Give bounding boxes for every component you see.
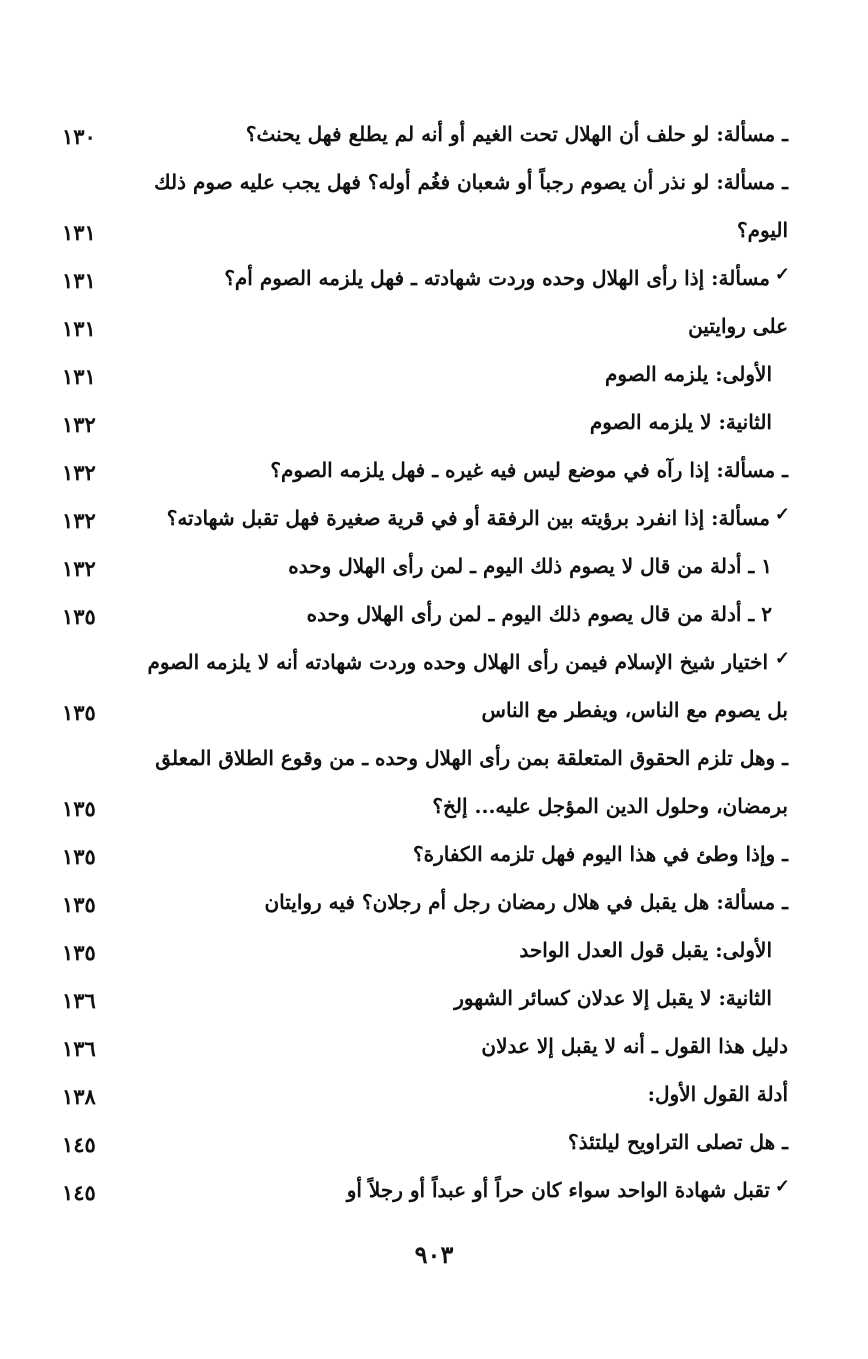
- list-item: [0, 548, 868, 588]
- checkmark-icon: ✓: [774, 1176, 790, 1197]
- entry-text: ـ وهل تلزم الحقوق المتعلقة بمن رأى الهلال وحده ـ من وقوع الطلاق المعلق: [155, 746, 788, 770]
- list-item: [0, 932, 868, 972]
- list-item: [0, 356, 868, 396]
- entry-text: بل يصوم مع الناس، ويفطر مع الناس: [481, 698, 788, 722]
- list-item: [0, 980, 868, 1020]
- page-ref: ١٣٢: [62, 508, 96, 533]
- page-ref: ١٣٥: [62, 604, 96, 629]
- entry-text: ١ ـ أدلة من قال لا يصوم ذلك اليوم ـ لمن رأى الهلال وحده: [288, 554, 772, 578]
- page-ref: ١٤٥: [62, 1132, 96, 1157]
- entry-text: ـ مسألة: لو نذر أن يصوم رجباً أو شعبان فغُم أوله؟ فهل يجب عليه صوم ذلك: [154, 170, 788, 194]
- page-ref: ١٣٢: [62, 556, 96, 581]
- list-item: [0, 308, 868, 348]
- entry-text: الأولى: يقبل قول العدل الواحد: [519, 938, 772, 962]
- page-ref: ١٣٨: [62, 1084, 96, 1109]
- entry-text: على روايتين: [688, 314, 788, 338]
- list-item: [0, 500, 868, 540]
- checkmark-icon: ✓: [774, 504, 790, 525]
- list-item: [0, 596, 868, 636]
- page-ref: ١٣٥: [62, 844, 96, 869]
- page-ref: ١٣١: [62, 220, 96, 245]
- list-item: [0, 1076, 868, 1116]
- list-item: [0, 692, 868, 732]
- entry-text: الثانية: لا يلزمه الصوم: [589, 410, 772, 434]
- entry-text: اختيار شيخ الإسلام فيمن رأى الهلال وحده وردت شهادته أنه لا يلزمه الصوم: [147, 650, 768, 674]
- page-ref: ١٤٥: [62, 1180, 96, 1205]
- page-ref: ١٣١: [62, 316, 96, 341]
- page-ref: ١٣٥: [62, 796, 96, 821]
- list-item: [0, 212, 868, 252]
- entry-text: تقبل شهادة الواحد سواء كان حراً أو عبداً أو رجلاً أو: [346, 1178, 770, 1202]
- list-item: [0, 1172, 868, 1212]
- page-ref: ١٣٢: [62, 412, 96, 437]
- list-item: [0, 404, 868, 444]
- page-ref: ١٣١: [62, 364, 96, 389]
- list-item: [0, 452, 868, 492]
- page-ref: ١٣٢: [62, 460, 96, 485]
- list-item: [0, 740, 868, 780]
- page-ref: ١٣٥: [62, 940, 96, 965]
- list-item: [0, 788, 868, 828]
- entry-text: اليوم؟: [736, 218, 788, 242]
- entry-text: ـ مسألة: هل يقبل في هلال رمضان رجل أم رجلان؟ فيه روايتان: [264, 890, 788, 914]
- entry-text: مسألة: إذا انفرد برؤيته بين الرفقة أو في قرية صغيرة فهل تقبل شهادته؟: [166, 506, 770, 530]
- entry-text: الثانية: لا يقبل إلا عدلان كسائر الشهور: [454, 986, 772, 1010]
- page-ref: ١٣٦: [62, 1036, 96, 1061]
- entry-text: الأولى: يلزمه الصوم: [604, 362, 772, 386]
- page-ref: ١٣٦: [62, 988, 96, 1013]
- list-item: [0, 164, 868, 204]
- page-ref: ١٣٥: [62, 892, 96, 917]
- list-item: [0, 260, 868, 300]
- entry-text: ـ مسألة: إذا رآه في موضع ليس فيه غيره ـ فهل يلزمه الصوم؟: [270, 458, 788, 482]
- list-item: [0, 836, 868, 876]
- list-item: [0, 116, 868, 156]
- list-item: [0, 884, 868, 924]
- checkmark-icon: ✓: [774, 648, 790, 669]
- page-number: ٩٠٣: [414, 1240, 454, 1269]
- entry-text: مسألة: إذا رأى الهلال وحده وردت شهادته ـ فهل يلزمه الصوم أم؟: [224, 266, 770, 290]
- page-ref: ١٣٠: [62, 124, 96, 149]
- entry-text: أدلة القول الأول:: [647, 1082, 788, 1106]
- entry-text: برمضان، وحلول الدين المؤجل عليه... إلخ؟: [432, 794, 788, 818]
- checkmark-icon: ✓: [774, 264, 790, 285]
- list-item: [0, 1124, 868, 1164]
- entry-text: دليل هذا القول ـ أنه لا يقبل إلا عدلان: [481, 1034, 788, 1058]
- entry-text: ـ هل تصلى التراويح ليلتئذ؟: [568, 1130, 788, 1154]
- list-item: [0, 644, 868, 684]
- entry-text: ـ وإذا وطئ في هذا اليوم فهل تلزمه الكفارة؟: [413, 842, 788, 866]
- entry-text: ٢ ـ أدلة من قال يصوم ذلك اليوم ـ لمن رأى الهلال وحده: [306, 602, 772, 626]
- entry-text: ـ مسألة: لو حلف أن الهلال تحت الغيم أو أنه لم يطلع فهل يحنث؟: [245, 122, 788, 146]
- page-ref: ١٣٥: [62, 700, 96, 725]
- list-item: [0, 1028, 868, 1068]
- page-ref: ١٣١: [62, 268, 96, 293]
